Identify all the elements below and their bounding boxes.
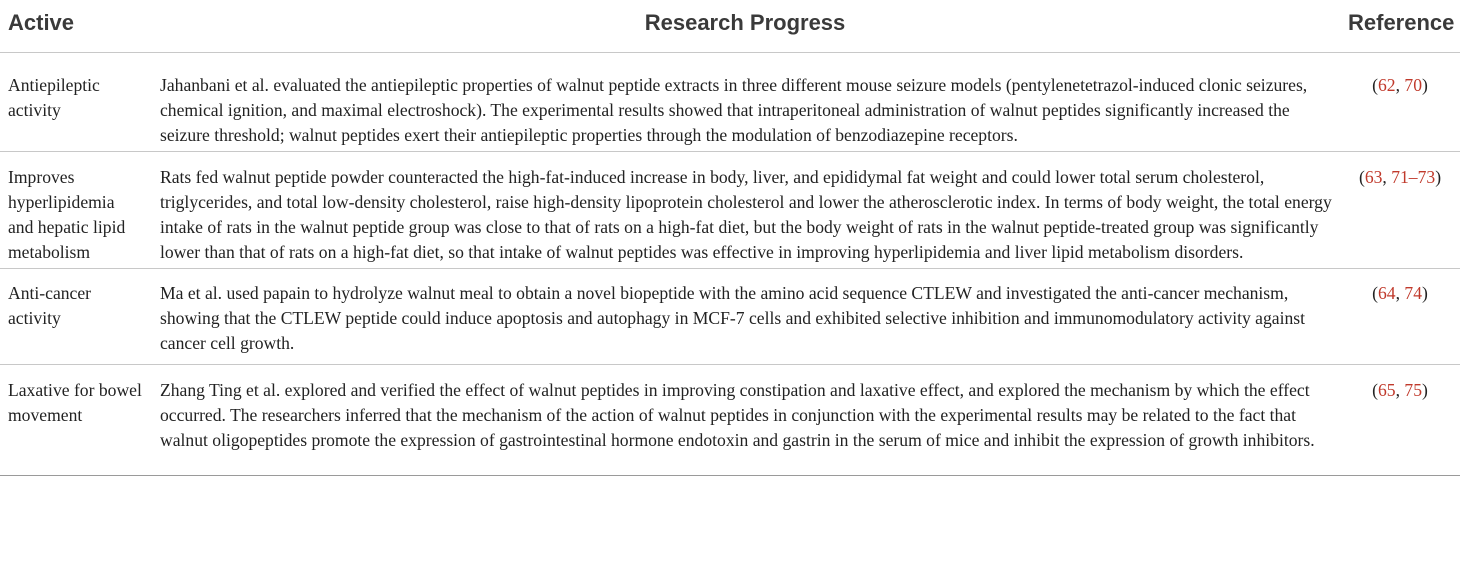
ref-separator: ,: [1395, 283, 1405, 303]
table-row: [0, 53, 1460, 152]
header-row: [0, 0, 1460, 53]
reference-link[interactable]: 63: [1364, 167, 1383, 187]
reference-cell: [1340, 152, 1460, 269]
header-active: Active: [0, 0, 150, 53]
ref-close-paren: ): [1435, 167, 1442, 187]
active-cell: Laxative for bowel movement: [0, 365, 150, 476]
ref-close-paren: ): [1421, 380, 1428, 400]
table-row: [0, 269, 1460, 365]
reference-cell: [1340, 269, 1460, 365]
header-reference: Reference: [1340, 0, 1460, 53]
active-cell: Antiepileptic activity: [0, 53, 150, 152]
header-research-progress: Research Progress: [150, 0, 1340, 53]
reference-link[interactable]: 62: [1378, 75, 1396, 95]
active-cell: Improves hyperlipidemia and hepatic lipid metabolism: [0, 152, 150, 269]
table-body: [0, 53, 1460, 476]
active-cell: Anti-cancer activity: [0, 269, 150, 365]
reference-link[interactable]: 65: [1378, 380, 1396, 400]
table-header: [0, 0, 1460, 53]
progress-cell: Ma et al. used papain to hydrolyze walnut meal to obtain a novel biopeptide with the amino acid sequence CTLEW and investigated the anti-cancer mechanism, showing that the CTLEW peptide could induce apoptosis and autophagy in MCF-7 cells and exhibited selective inhibition and immunomodulatory activity against cancer cell growth.: [150, 269, 1340, 365]
reference-link[interactable]: 70: [1404, 75, 1422, 95]
reference-cell: [1340, 365, 1460, 476]
reference-link[interactable]: 75: [1404, 380, 1422, 400]
ref-separator: ,: [1395, 380, 1405, 400]
ref-separator: ,: [1382, 167, 1392, 187]
ref-open-paren: (: [1372, 75, 1378, 95]
table-row: [0, 365, 1460, 476]
reference-cell: [1340, 53, 1460, 152]
progress-cell: Jahanbani et al. evaluated the antiepileptic properties of walnut peptide extracts in three different mouse seizure models (pentylenetetrazol-induced clonic seizures, chemical ignition, and maximal electroshock). The experimental results showed that intraperitoneal administration of walnut peptides significantly increased the seizure threshold; walnut peptides exert their antiepileptic properties through the modulation of benzodiazepine receptors.: [150, 53, 1340, 152]
reference-link[interactable]: 71–73: [1391, 167, 1436, 187]
ref-separator: ,: [1395, 75, 1405, 95]
progress-cell: Rats fed walnut peptide powder counteracted the high-fat-induced increase in body, liver, and epididymal fat weight and could lower total serum cholesterol, triglycerides, and total low-density cholesterol, raise high-density lipoprotein cholesterol and lower the atherosclerotic index. In terms of body weight, the total energy intake of rats in the walnut peptide group was close to that of rats on a high-fat diet, but the body weight of rats in the walnut peptide-treated group was significantly lower than that of rats on a high-fat diet, so that intake of walnut peptides was effective in improving hyperlipidemia and liver lipid metabolism disorders.: [150, 152, 1340, 269]
progress-cell: Zhang Ting et al. explored and verified the effect of walnut peptides in improving constipation and laxative effect, and explored the mechanism by which the effect occurred. The researchers inferred that the mechanism of the action of walnut peptides in conjunction with the experimental results may be related to the fact that walnut oligopeptides promote the expression of gastrointestinal hormone endotoxin and gastrin in the serum of mice and inhibit the expression of growth inhibitors.: [150, 365, 1340, 476]
reference-link[interactable]: 74: [1404, 283, 1422, 303]
reference-link[interactable]: 64: [1378, 283, 1396, 303]
ref-open-paren: (: [1358, 167, 1365, 187]
table-row: [0, 152, 1460, 269]
ref-open-paren: (: [1372, 283, 1378, 303]
ref-close-paren: ): [1421, 75, 1428, 95]
ref-close-paren: ): [1421, 283, 1428, 303]
ref-open-paren: (: [1372, 380, 1378, 400]
